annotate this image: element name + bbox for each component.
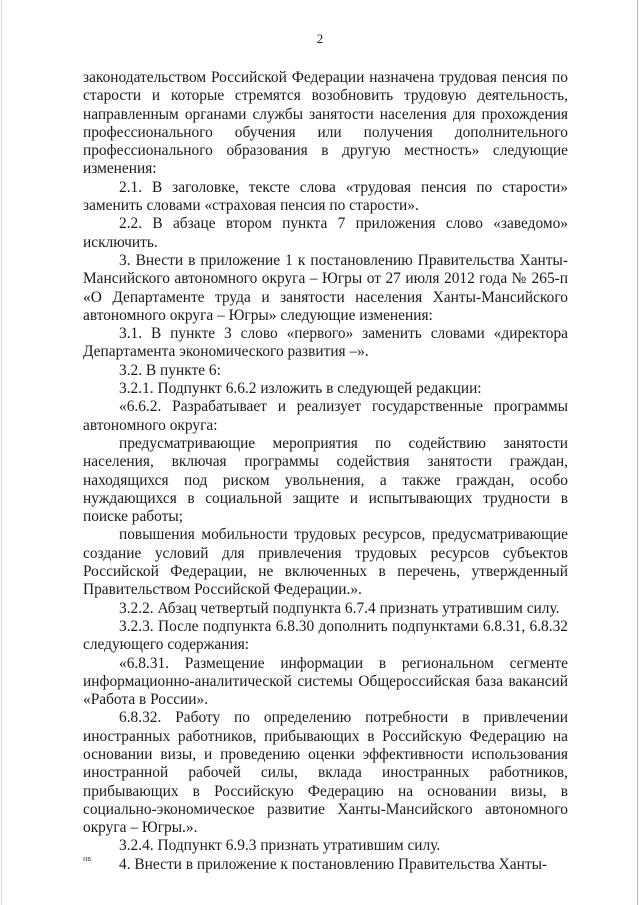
paragraph: повышения мобильности трудовых ресурсов, предусматривающие создание условий для привлечения трудовых ресурсов субъектов Российской Федерации, не включенных в перечень, утвержденный Правительством Российской Федерации.». [83, 526, 568, 599]
paragraph: 3.2.2. Абзац четвертый подпункта 6.7.4 признать утратившим силу. [119, 599, 560, 617]
paragraph: 2.2. В абзаце втором пункта 7 приложения слово «заведомо» исключить. [83, 215, 568, 251]
paragraph: 3.2.3. После подпункта 6.8.30 дополнить подпунктами 6.8.31, 6.8.32 следующего содержания: [83, 617, 568, 654]
paragraph: 2.1. В заголовке, тексте слова «трудовая пенсия по старости» заменить словами «страховая пенсия по старости». [83, 178, 568, 215]
paragraph: 3. Внести в приложение 1 к постановлению Правительства Ханты-Мансийского автономного округа – Югры от 27 июля 2012 года № 265-п «О Департаменте труда и занятости населения Ханты-Мансийского автономного округа – Югры» следующие изменения: [83, 251, 568, 324]
scan-edge-right [637, 0, 638, 905]
paragraph: предусматривающие мероприятия по содействию занятости населения, включая программы содействия занятости граждан, находящихся под риском увольнения, а также граждан, особо нуждающихся в социальной защите и испытывающих трудности в поиске работы; [83, 434, 568, 526]
paragraph: 3.1. В пункте 3 слово «первого» заменить словами «директора Департамента экономического развития –». [83, 325, 568, 361]
paragraph: «6.8.31. Размещение информации в региональном сегменте информационно-аналитической системы Общероссийская база вакансий «Работа в России». [83, 654, 568, 709]
footer-mark: нв [83, 854, 92, 863]
paragraph: 3.2.1. Подпункт 6.6.2 изложить в следующей редакции: [119, 380, 482, 398]
paragraph: законодательством Российской Федерации назначена трудовая пенсия по старости и которые стремятся возобновить трудовую деятельность, направленным органами службы занятости населения для прохождения профессионального обучения или получения дополнительного профессионального образования в другую местность» следующие изменения: [83, 69, 568, 178]
document-body [83, 69, 568, 874]
paragraph: 6.8.32. Работу по определению потребности в привлечении иностранных работников, прибывающих в Российскую Федерацию на основании визы, и проведению оценки эффективности использования иностранной рабочей силы, вклада иностранных работников, прибывающих в Российскую Федерацию на основании визы, в социально-экономическое развитие Ханты-Мансийского автономного округа – Югры.». [83, 709, 568, 837]
page-number: 2 [316, 31, 324, 46]
paragraph: 4. Внести в приложение к постановлению Правительства Ханты- [119, 855, 548, 873]
scan-edge-left [1, 0, 2, 905]
paragraph: «6.6.2. Разрабатывает и реализует государственные программы автономного округа: [83, 398, 568, 434]
paragraph: 3.2. В пункте 6: [119, 361, 221, 379]
paragraph: 3.2.4. Подпункт 6.9.3 признать утратившим силу. [119, 837, 441, 855]
